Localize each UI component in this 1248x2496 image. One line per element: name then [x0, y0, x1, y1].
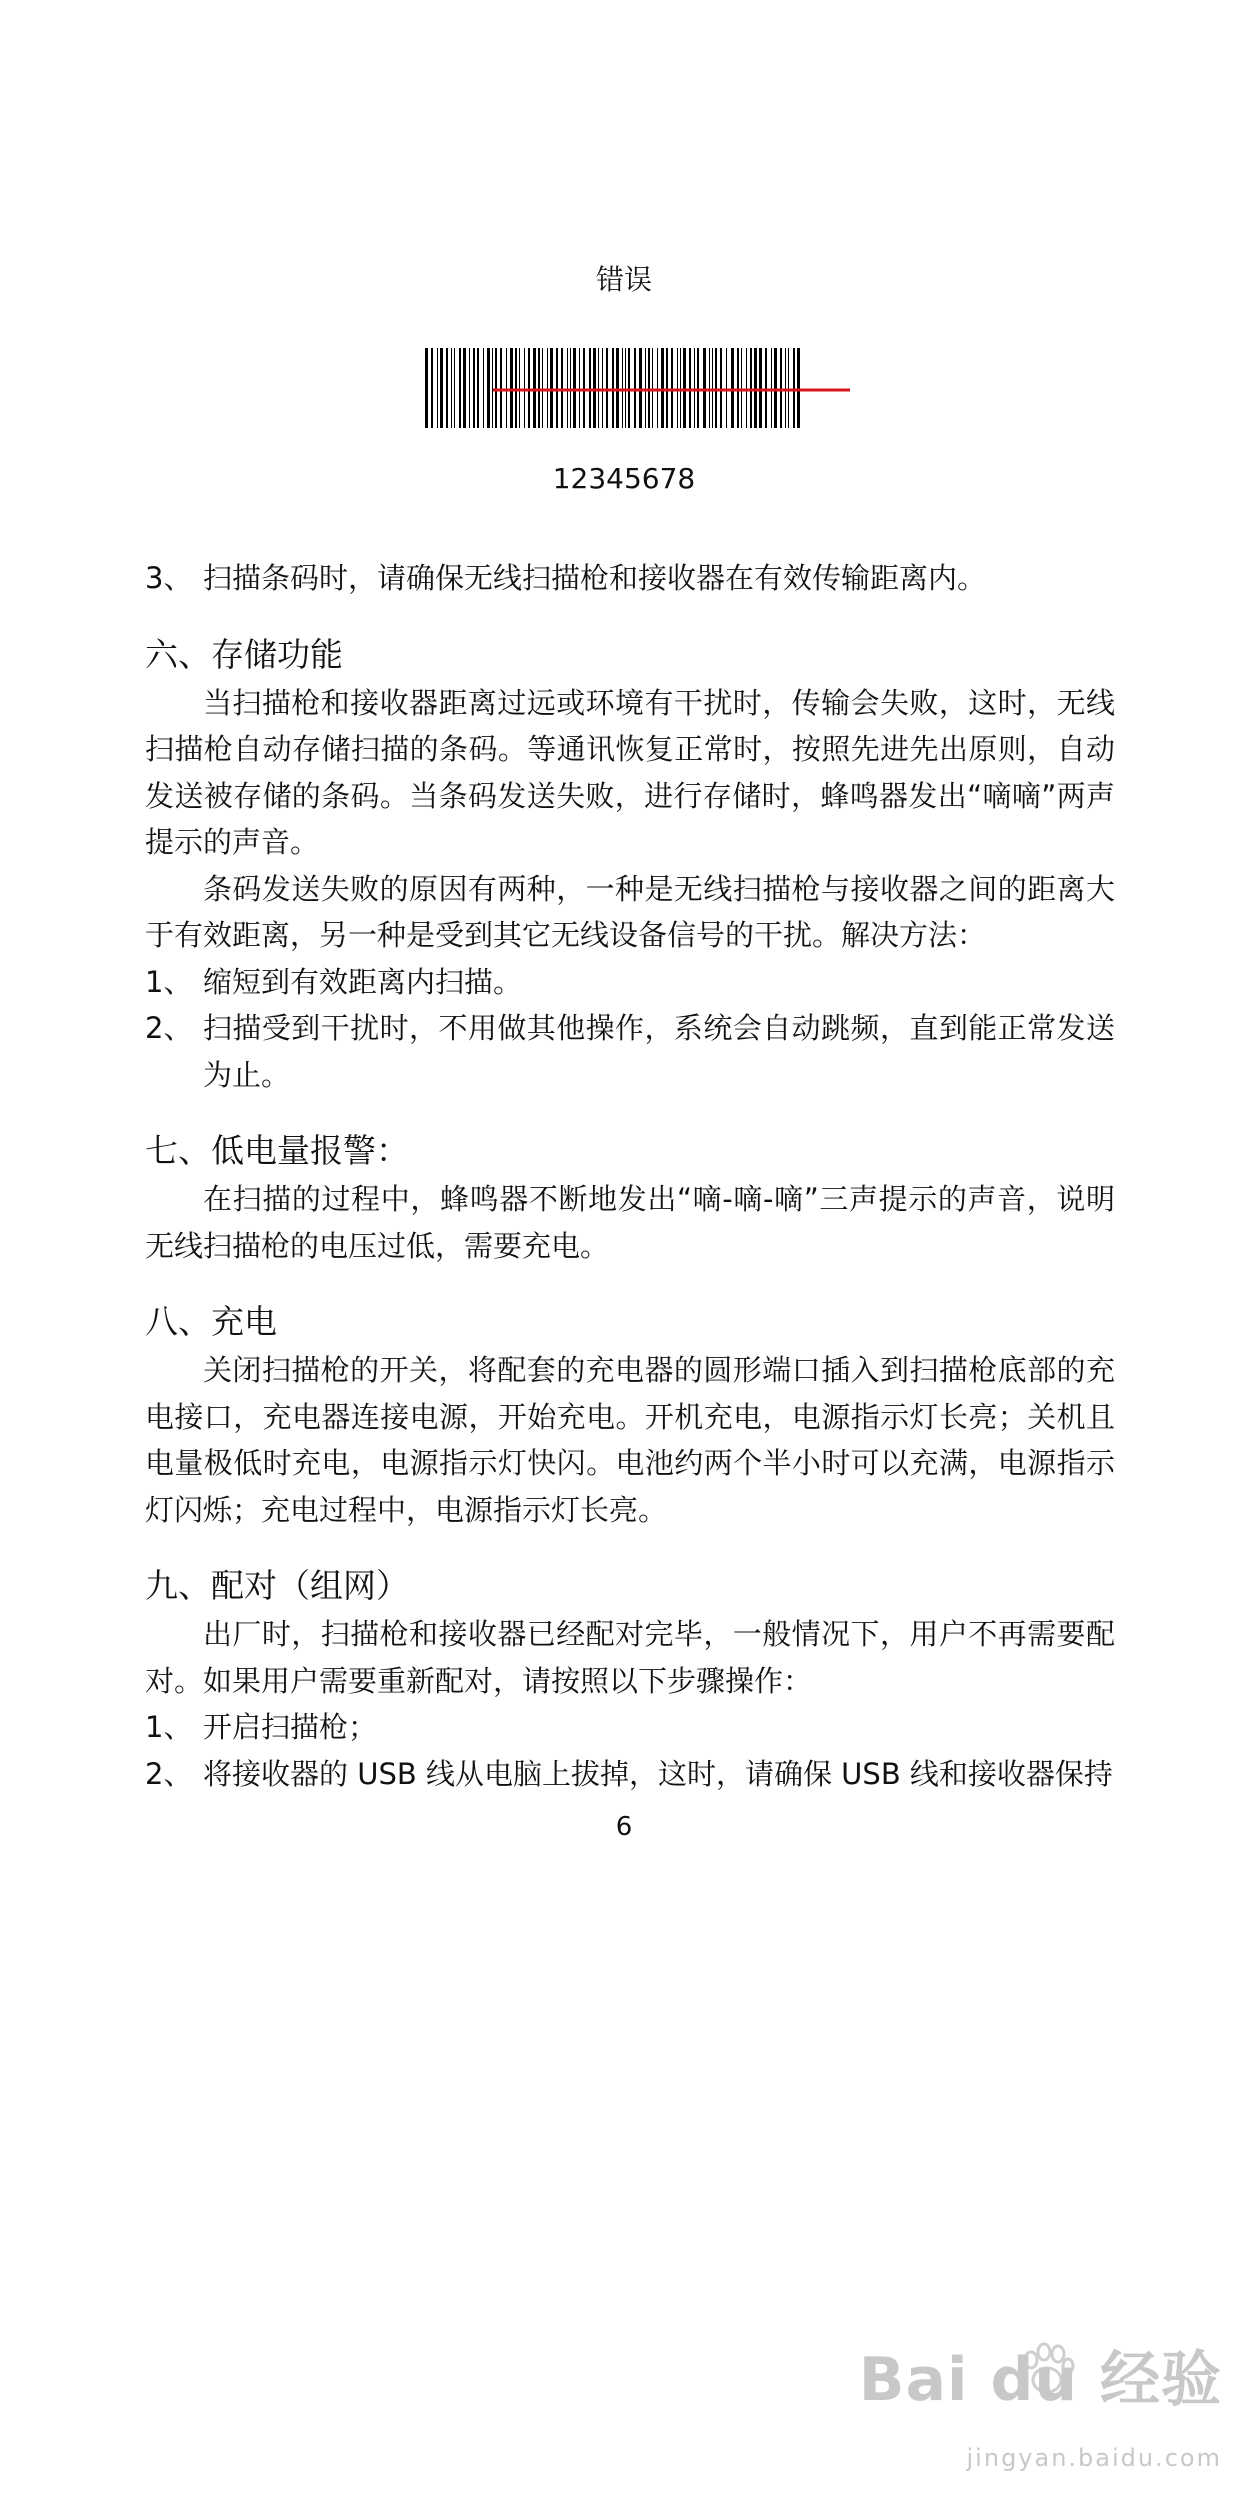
barcode-bar — [712, 348, 713, 428]
list-item-text: 开启扫描枪； — [203, 1710, 378, 1744]
barcode-bar — [754, 348, 757, 428]
barcode-bar — [437, 348, 438, 428]
barcode-bar — [573, 348, 576, 428]
barcode-bar — [709, 348, 710, 428]
list-item — [145, 1751, 1115, 1798]
barcode-bar — [639, 348, 642, 428]
list-item-number: 3、 — [145, 561, 193, 595]
barcode-bar — [538, 348, 540, 428]
barcode-bar — [533, 348, 536, 428]
paragraph: 在扫描的过程中，蜂鸣器不断地发出“嘀-嘀-嘀”三声提示的声音，说明无线扫描枪的电压过低，需要充电。 — [145, 1182, 1115, 1263]
barcode-bar — [446, 348, 448, 428]
barcode-bar — [556, 348, 558, 428]
barcode-bar — [703, 348, 706, 428]
barcode-bar — [677, 348, 678, 428]
barcode-bar — [720, 348, 722, 428]
paragraph: 条码发送失败的原因有两种，一种是无线扫描枪与接收器之间的距离大于有效距离，另一种是受到其它无线设备信号的干扰。解决方法： — [145, 871, 1115, 952]
barcode-bar — [524, 348, 525, 428]
barcode-error-image — [425, 348, 865, 428]
barcode-bar — [528, 348, 530, 428]
barcode-bar — [780, 348, 782, 428]
barcode-bar — [628, 348, 630, 428]
barcode-bar — [697, 348, 699, 428]
barcode-bar — [550, 348, 553, 428]
barcode-bar — [506, 348, 507, 428]
barcode-bar — [477, 348, 479, 428]
list-item — [145, 1005, 1115, 1098]
barcode-bar — [463, 348, 466, 428]
barcode-bar — [741, 348, 742, 428]
barcode-bar — [583, 348, 585, 428]
barcode-bar — [648, 348, 650, 428]
barcode-bar — [425, 348, 428, 428]
barcode-bar — [652, 348, 653, 428]
barcode-bar — [561, 348, 563, 428]
barcode-bar — [771, 348, 772, 428]
barcode-bar — [622, 348, 623, 428]
barcode-bar — [657, 348, 658, 428]
barcode-bar — [454, 348, 455, 428]
barcode-bar — [785, 348, 786, 428]
barcode-bar — [726, 348, 727, 428]
barcode-bar — [759, 348, 762, 428]
barcode-bar — [602, 348, 603, 428]
barcode-bar — [661, 348, 664, 428]
barcode-caption: 错误 — [595, 263, 652, 296]
barcode-bar — [606, 348, 608, 428]
barcode-bar — [689, 348, 691, 428]
barcode-bar — [694, 348, 695, 428]
barcode-bar — [483, 348, 484, 428]
barcode-bar — [510, 348, 513, 428]
barcode-bar — [515, 348, 517, 428]
barcode-bar — [774, 348, 777, 428]
list-item — [145, 959, 1115, 1006]
barcode-bar — [542, 348, 543, 428]
barcode-bar — [469, 348, 470, 428]
baidu-jingyan-watermark — [858, 2332, 1222, 2472]
barcode-bar — [440, 348, 443, 428]
list-item-number: 1、 — [145, 964, 193, 999]
barcode-bar — [731, 348, 734, 428]
list-item — [145, 555, 1115, 602]
barcode-bar — [666, 348, 668, 428]
barcode-bar — [473, 348, 475, 428]
barcode-bar — [579, 348, 580, 428]
barcode-bar — [788, 348, 789, 428]
barcode-bar — [616, 348, 619, 428]
barcode-bar — [451, 348, 452, 428]
barcode-bar — [715, 348, 717, 428]
list-item-text: 扫描受到干扰时，不用做其他操作，系统会自动跳频，直到能正常发送为止。 — [203, 1011, 1115, 1092]
section-heading-storage: 六、存储功能 — [145, 634, 343, 674]
barcode-number: 12345678 — [552, 462, 696, 495]
barcode-bar — [567, 348, 568, 428]
document-body — [145, 555, 1115, 1797]
list-item — [145, 1704, 1115, 1751]
barcode-bar — [589, 348, 591, 428]
barcode-bar — [547, 348, 548, 428]
page-number: 6 — [615, 1812, 633, 1842]
barcode-bar — [793, 348, 795, 428]
list-item-text: 扫描条码时，请确保无线扫描枪和接收器在有效传输距离内。 — [203, 561, 987, 595]
section-heading-low-battery: 七、低电量报警： — [145, 1131, 409, 1170]
barcode-bar — [680, 348, 681, 428]
barcode-bar — [750, 348, 752, 428]
watermark-logo-text: Bai du 经验 — [858, 2345, 1222, 2415]
barcode-bar — [487, 348, 490, 428]
barcode-bar — [459, 348, 461, 428]
barcode-bar — [593, 348, 596, 428]
watermark-url: jingyan.baidu.com — [966, 2444, 1222, 2472]
barcode-bar — [570, 348, 571, 428]
list-item-number: 2、 — [145, 1011, 193, 1045]
barcode-bar — [634, 348, 636, 428]
barcode-bar — [671, 348, 673, 428]
section-heading-pairing: 九、配对（组网） — [145, 1566, 409, 1605]
barcode-bar — [683, 348, 686, 428]
barcode-bar — [612, 348, 614, 428]
barcode-bar — [625, 348, 626, 428]
barcode-bar — [500, 348, 502, 428]
barcode-bar — [598, 348, 599, 428]
list-item-text: 将接收器的 USB 线从电脑上拔掉，这时，请确保 USB 线和接收器保持 — [203, 1756, 1113, 1791]
barcode-bar — [797, 348, 800, 428]
paragraph: 当扫描枪和接收器距离过远或环境有干扰时，传输会失败，这时，无线扫描枪自动存储扫描的条码。等通讯恢复正常时，按照先进先出原则，自动发送被存储的条码。当条码发送失败，进行存储时，蜂鸣器发出“嘀嘀”两声提示的声音。 — [145, 685, 1115, 859]
list-item-text: 缩短到有效距离内扫描。 — [203, 964, 523, 999]
barcode-bar — [746, 348, 747, 428]
barcode-bar — [431, 348, 433, 428]
barcode-bar — [645, 348, 646, 428]
barcode-bar — [492, 348, 493, 428]
barcode-bar — [495, 348, 497, 428]
barcode-bar — [737, 348, 739, 428]
section-heading-charging: 八、充电 — [145, 1302, 277, 1341]
barcode-bar — [765, 348, 767, 428]
paragraph: 出厂时，扫描枪和接收器已经配对完毕，一般情况下，用户不再需要配对。如果用户需要重新配对，请按照以下步骤操作： — [145, 1617, 1115, 1698]
list-item-number: 2、 — [145, 1756, 193, 1791]
barcode-bar — [519, 348, 520, 428]
paragraph: 关闭扫描枪的开关，将配套的充电器的圆形端口插入到扫描枪底部的充电接口，充电器连接电源，开始充电。开机充电，电源指示灯长亮；关机且电量极低时充电，电源指示灯快闪。电池约两个半小时可以充满，电源指示灯闪烁；充电过程中，电源指示灯长亮。 — [145, 1353, 1115, 1527]
list-item-number: 1、 — [145, 1710, 193, 1744]
